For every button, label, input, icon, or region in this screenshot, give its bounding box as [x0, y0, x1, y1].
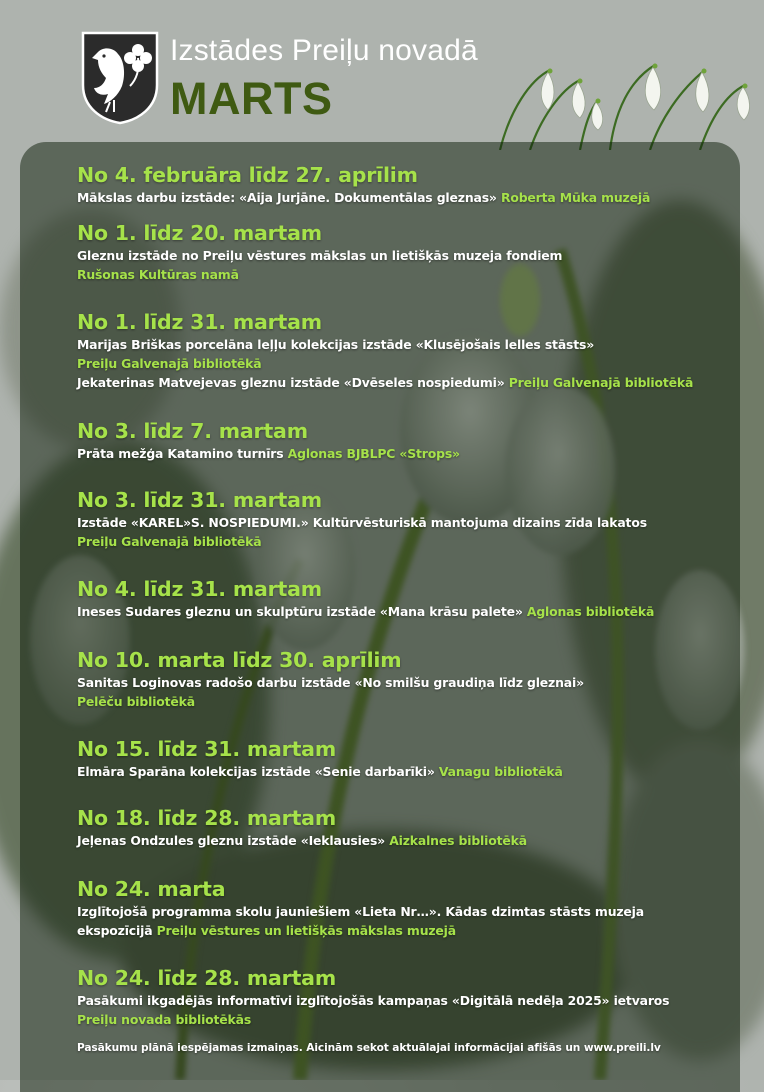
event-description — [77, 692, 747, 711]
event-venue: Aglonas BJBLPC «Strops» — [287, 446, 460, 461]
event-description — [77, 265, 747, 284]
event-item — [77, 418, 747, 463]
event-venue: Rušonas Kultūras namā — [77, 267, 239, 282]
event-item — [77, 576, 747, 621]
event-venue: Preiļu vēstures un lietišķās mākslas muzejā — [156, 923, 456, 938]
event-description: Jeļenas Ondzules gleznu izstāde «Ieklausies» Aizkalnes bibliotēkā — [77, 833, 527, 848]
event-date: No 4. februāra līdz 27. aprīlim — [77, 163, 418, 187]
raven-clover-crest-icon — [80, 30, 160, 125]
event-item — [77, 309, 747, 392]
event-venue: Preiļu Galvenajā bibliotēkā — [508, 375, 694, 390]
event-description: Izglītojošā programma skolu jauniešiem «Lieta Nr…». Kādas dzimtas stāsts muzeja — [77, 904, 644, 919]
event-date: No 15. līdz 31. martam — [77, 737, 336, 761]
event-item — [77, 162, 747, 207]
event-description: Jekaterinas Matvejevas gleznu izstāde «Dvēseles nospiedumi» Preiļu Galvenajā bibliotēkā — [77, 375, 694, 390]
event-item — [77, 487, 747, 551]
event-date: No 1. līdz 31. martam — [77, 310, 322, 334]
page-title: Izstādes Preiļu novadā — [170, 34, 478, 67]
event-date: No 4. līdz 31. martam — [77, 577, 322, 601]
event-date: No 18. līdz 28. martam — [77, 806, 336, 830]
event-description: Pasākumi ikgadējās informatīvi izglītojošās kampaņas «Digitālā nedēļa 2025» ietvaros — [77, 993, 670, 1008]
event-description — [77, 1010, 747, 1029]
event-item — [77, 965, 747, 1029]
event-venue: Roberta Mūka muzejā — [500, 190, 651, 205]
event-description: Marijas Briškas porcelāna leļļu kolekcijas izstāde «Klusējošais lelles stāsts» — [77, 337, 595, 352]
event-description: Izstāde «KAREL»S. NOSPIEDUMI.» Kultūrvēsturiskā mantojuma dizains zīda lakatos — [77, 515, 647, 530]
event-description: Prāta mežģa Katamino turnīrs Aglonas BJBLPC «Strops» — [77, 446, 460, 461]
event-description — [77, 532, 747, 551]
header — [0, 0, 764, 150]
event-description: ekspozīcijā Preiļu vēstures un lietišķās mākslas muzejā — [77, 923, 456, 938]
event-venue: Vanagu bibliotēkā — [438, 764, 563, 779]
event-item — [77, 647, 747, 711]
event-item — [77, 220, 747, 284]
event-description: Elmāra Sparāna kolekcijas izstāde «Senie darbarīki» Vanagu bibliotēkā — [77, 764, 563, 779]
event-description: Sanitas Loginovas radošo darbu izstāde «No smilšu graudiņa līdz gleznai» — [77, 675, 584, 690]
event-venue: Preiļu Galvenajā bibliotēkā — [77, 534, 262, 549]
event-description: Gleznu izstāde no Preiļu vēstures mākslas un lietišķās muzeja fondiem — [77, 248, 563, 263]
event-description: Ineses Sudares gleznu un skulptūru izstāde «Mana krāsu palete» Aglonas bibliotēkā — [77, 604, 655, 619]
event-venue: Preiļu novada bibliotēkās — [77, 1012, 252, 1027]
event-item — [77, 736, 747, 781]
event-date: No 1. līdz 20. martam — [77, 221, 322, 245]
event-date: No 24. līdz 28. martam — [77, 966, 336, 990]
month-heading: MARTS — [170, 73, 333, 124]
snowdrop-flowers-icon — [490, 40, 764, 150]
event-venue: Aizkalnes bibliotēkā — [389, 833, 527, 848]
event-date: No 24. marta — [77, 877, 226, 901]
event-date: No 3. līdz 7. martam — [77, 419, 308, 443]
event-venue: Pelēču bibliotēkā — [77, 694, 195, 709]
footer-note: Pasākumu plānā iespējamas izmaiņas. Aicinām sekot aktuālajai informācijai afišās un www.preili.lv — [77, 1042, 661, 1054]
event-venue: Aglonas bibliotēkā — [526, 604, 655, 619]
event-item — [77, 805, 747, 850]
event-description: Mākslas darbu izstāde: «Aija Jurjāne. Dokumentālas gleznas» Roberta Mūka muzejā — [77, 190, 651, 205]
event-date: No 10. marta līdz 30. aprīlim — [77, 648, 402, 672]
event-description — [77, 354, 747, 373]
event-item — [77, 876, 747, 940]
event-venue: Preiļu Galvenajā bibliotēkā — [77, 356, 262, 371]
event-date: No 3. līdz 31. martam — [77, 488, 322, 512]
